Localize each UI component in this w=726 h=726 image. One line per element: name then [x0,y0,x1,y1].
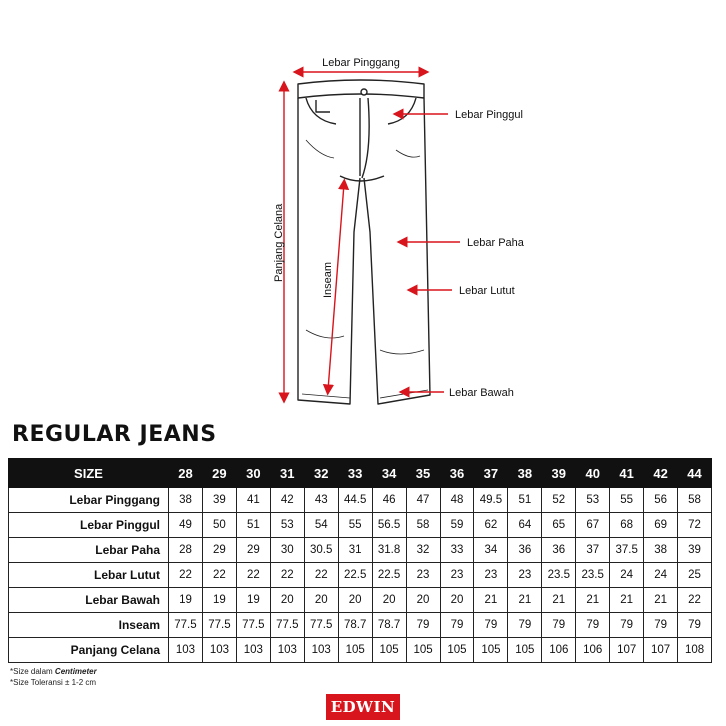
table-cell: 53 [270,513,304,538]
table-cell: 38 [169,488,203,513]
table-cell: 108 [678,638,712,663]
table-cell: 105 [508,638,542,663]
table-cell: 79 [678,613,712,638]
table-cell: 79 [508,613,542,638]
size-header-cell: 39 [542,459,576,488]
table-cell: 79 [644,613,678,638]
label-knee: Lebar Lutut [459,285,515,297]
table-cell: 79 [576,613,610,638]
table-cell: 51 [236,513,270,538]
table-cell: 79 [474,613,508,638]
table-cell: 79 [610,613,644,638]
table-cell: 72 [678,513,712,538]
table-cell: 55 [610,488,644,513]
table-cell: 36 [508,538,542,563]
size-header-cell: 32 [304,459,338,488]
table-cell: 19 [236,588,270,613]
table-cell: 21 [508,588,542,613]
table-cell: 53 [576,488,610,513]
table-cell: 20 [406,588,440,613]
table-cell: 103 [236,638,270,663]
table-cell: 47 [406,488,440,513]
label-length: Panjang Celana [273,203,285,282]
size-header-cell: 33 [338,459,372,488]
table-cell: 78.7 [338,613,372,638]
table-cell: 20 [304,588,338,613]
table-cell: 20 [270,588,304,613]
table-cell: 38 [644,538,678,563]
table-cell: 69 [644,513,678,538]
table-cell: 77.5 [304,613,338,638]
table-cell: 29 [202,538,236,563]
table-cell: 41 [236,488,270,513]
edwin-logo: EDWIN [326,694,400,720]
table-cell: 79 [440,613,474,638]
table-cell: 39 [202,488,236,513]
table-cell: 55 [338,513,372,538]
table-cell: 46 [372,488,406,513]
label-hip: Lebar Pinggul [455,109,523,121]
table-cell: 21 [542,588,576,613]
table-cell: 28 [169,538,203,563]
table-cell: 49 [169,513,203,538]
row-label: Lebar Bawah [9,588,169,613]
table-cell: 37.5 [610,538,644,563]
table-cell: 107 [644,638,678,663]
table-cell: 65 [542,513,576,538]
table-row [9,488,712,513]
row-label: Lebar Pinggang [9,488,169,513]
size-header-cell: 28 [169,459,203,488]
table-cell: 67 [576,513,610,538]
size-header-cell: 31 [270,459,304,488]
size-header-row [9,459,712,488]
table-cell: 20 [440,588,474,613]
size-header-cell: 37 [474,459,508,488]
table-cell: 43 [304,488,338,513]
size-header-cell: 40 [576,459,610,488]
table-cell: 37 [576,538,610,563]
table-cell: 39 [678,538,712,563]
size-header-cell: 35 [406,459,440,488]
table-cell: 34 [474,538,508,563]
size-header-cell: 42 [644,459,678,488]
table-cell: 20 [372,588,406,613]
row-label: Lebar Paha [9,538,169,563]
table-cell: 24 [644,563,678,588]
table-cell: 20 [338,588,372,613]
table-cell: 105 [474,638,508,663]
table-cell: 62 [474,513,508,538]
table-cell: 58 [678,488,712,513]
table-cell: 36 [542,538,576,563]
table-cell: 68 [610,513,644,538]
table-cell: 25 [678,563,712,588]
row-label: Lebar Lutut [9,563,169,588]
table-cell: 44.5 [338,488,372,513]
table-cell: 77.5 [236,613,270,638]
table-cell: 50 [202,513,236,538]
label-thigh: Lebar Paha [467,237,524,249]
table-cell: 29 [236,538,270,563]
measurement-arrows [284,72,460,398]
table-cell: 105 [338,638,372,663]
table-cell: 77.5 [202,613,236,638]
table-cell: 105 [406,638,440,663]
table-cell: 103 [270,638,304,663]
table-cell: 79 [406,613,440,638]
table-cell: 23.5 [576,563,610,588]
table-cell: 42 [270,488,304,513]
table-cell: 58 [406,513,440,538]
page-title: REGULAR JEANS [12,422,217,447]
table-cell: 22.5 [372,563,406,588]
table-cell: 30.5 [304,538,338,563]
table-cell: 22.5 [338,563,372,588]
unit-note-prefix: *Size dalam [10,667,55,676]
table-cell: 32 [406,538,440,563]
table-row [9,513,712,538]
size-header-cell: 29 [202,459,236,488]
table-row [9,613,712,638]
size-header-cell: 41 [610,459,644,488]
size-table-body [9,488,712,663]
table-cell: 106 [542,638,576,663]
table-cell: 21 [610,588,644,613]
table-cell: 54 [304,513,338,538]
unit-note [10,666,97,677]
table-cell: 24 [610,563,644,588]
table-cell: 22 [270,563,304,588]
tolerance-note: *Size Toleransi ± 1-2 cm [10,678,97,687]
row-label: Lebar Pinggul [9,513,169,538]
table-cell: 22 [236,563,270,588]
size-chart-table [8,458,712,663]
table-cell: 49.5 [474,488,508,513]
size-header-cell: 34 [372,459,406,488]
table-cell: 23.5 [542,563,576,588]
table-cell: 21 [644,588,678,613]
table-cell: 78.7 [372,613,406,638]
size-header-label: SIZE [9,459,169,488]
size-header-cell: 44 [678,459,712,488]
table-cell: 23 [508,563,542,588]
table-cell: 56 [644,488,678,513]
table-cell: 48 [440,488,474,513]
label-hem: Lebar Bawah [449,387,514,399]
table-cell: 21 [576,588,610,613]
table-cell: 79 [542,613,576,638]
table-cell: 103 [169,638,203,663]
table-cell: 77.5 [270,613,304,638]
table-cell: 21 [474,588,508,613]
table-cell: 23 [440,563,474,588]
table-cell: 22 [304,563,338,588]
size-header-cell: 36 [440,459,474,488]
table-cell: 107 [610,638,644,663]
table-cell: 59 [440,513,474,538]
table-cell: 105 [372,638,406,663]
table-cell: 105 [440,638,474,663]
table-cell: 19 [169,588,203,613]
table-cell: 106 [576,638,610,663]
table-row [9,563,712,588]
table-cell: 22 [678,588,712,613]
table-cell: 31.8 [372,538,406,563]
table-cell: 103 [202,638,236,663]
table-cell: 33 [440,538,474,563]
table-row [9,588,712,613]
size-header-cell: 38 [508,459,542,488]
table-cell: 31 [338,538,372,563]
table-row [9,638,712,663]
row-label: Panjang Celana [9,638,169,663]
label-waist: Lebar Pinggang [322,57,400,69]
size-notes [10,666,97,688]
table-cell: 56.5 [372,513,406,538]
table-row [9,538,712,563]
label-inseam: Inseam [322,261,334,298]
table-cell: 23 [406,563,440,588]
table-cell: 51 [508,488,542,513]
unit-note-word: Centimeter [54,667,97,676]
size-header-cell: 30 [236,459,270,488]
table-cell: 19 [202,588,236,613]
table-cell: 22 [202,563,236,588]
table-cell: 103 [304,638,338,663]
table-cell: 23 [474,563,508,588]
row-label: Inseam [9,613,169,638]
table-cell: 64 [508,513,542,538]
table-cell: 22 [169,563,203,588]
table-cell: 77.5 [169,613,203,638]
table-cell: 30 [270,538,304,563]
table-cell: 52 [542,488,576,513]
